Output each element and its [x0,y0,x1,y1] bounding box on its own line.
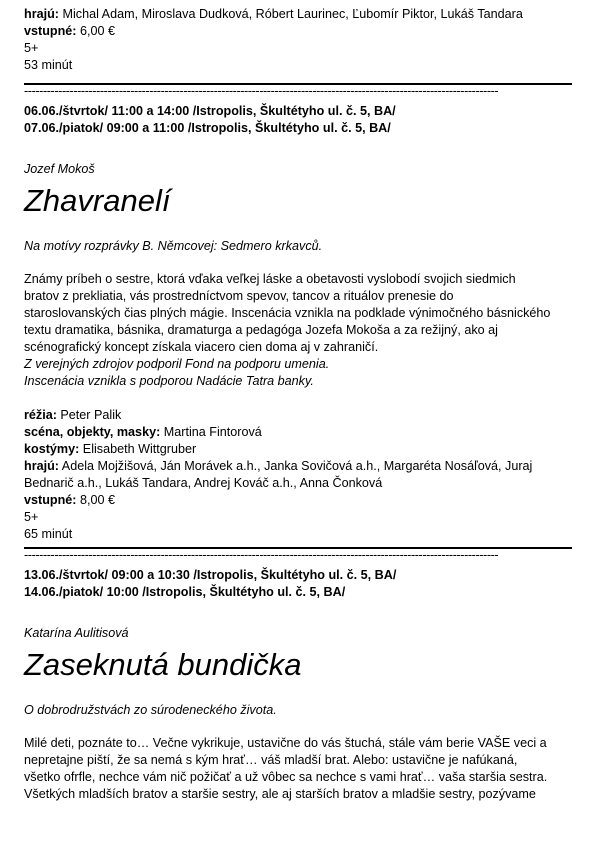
cast-line [24,6,576,23]
age-rating: 5+ [24,510,39,524]
event-date-line: 14.06./piatok/ 10:00 /Istropolis, Škultétyho ul. č. 5, BA/ [24,585,346,599]
play-description [24,735,576,803]
description-line: scénografický koncept získala viacero cien doma aj v zahraničí. [24,340,379,354]
description-line: textu dramatika, básnika, dramaturga a pedagóga Jozefa Mokoša a za režijný, ako aj [24,323,498,337]
cast-value: Michal Adam, Miroslava Dudková, Róbert Laurinec, Ľubomír Piktor, Lukáš Tandara [58,7,523,21]
event-block-zhavraneli [24,103,576,543]
price-label: vstupné: [24,24,77,38]
duration: 53 minút [24,58,73,72]
separator-dashes: ----------------------------------------------------------------------------------------------------------------------------- [24,85,499,97]
price-value: 8,00 € [76,493,115,507]
play-title: Zaseknutá bundička [24,647,302,682]
description-line: všetko ofrfle, nechce vám nič požičať a už vôbec sa nechce s vami hrať… vaša staršia sestra. [24,770,548,784]
director-value: Peter Palik [56,408,122,422]
event-dates [24,567,576,601]
costumes-label: kostýmy: [24,442,80,456]
author-name: Jozef Mokoš [24,162,95,176]
event-date-line: 06.06./štvrtok/ 11:00 a 14:00 /Istropolis, Škultétyho ul. č. 5, BA/ [24,104,396,118]
cast-line-continued: Bednarič a.h., Lukáš Tandara, Andrej Kováč a.h., Anna Čonková [24,476,383,490]
age-rating: 5+ [24,41,39,55]
author-name: Katarína Aulitisová [24,626,129,640]
price-line [24,23,576,40]
price-label: vstupné: [24,493,77,507]
event-date-line: 13.06./štvrtok/ 09:00 a 10:30 /Istropolis, Škultétyho ul. č. 5, BA/ [24,568,397,582]
event-block-zaseknuta-bundicka [24,567,576,803]
description-line: Známy príbeh o sestre, ktorá vďaka veľkej láske a obetavosti vyslobodí svojich siedmich [24,272,516,286]
cast-label: hrajú: [24,7,59,21]
cast-line [24,458,576,475]
event-dates [24,103,576,137]
director-label: réžia: [24,408,57,422]
price-line [24,492,576,509]
separator-dashes: ----------------------------------------------------------------------------------------------------------------------------- [24,549,499,561]
cast-label: hrajú: [24,459,59,473]
event-block-previous [24,6,576,74]
play-description [24,271,576,390]
play-subtitle: O dobrodružstvách zo súrodeneckého života. [24,703,277,717]
description-line: nepretajne piští, že sa nemá s kým hrať… váš mladší brat. Alebo: ustavične je nafúkaná, [24,753,518,767]
description-line: Milé deti, poznáte to… Večne vykrikuje, ustavične do vás štuchá, stále vám berie VAŠE veci a [24,736,547,750]
duration: 65 minút [24,527,73,541]
scene-line [24,424,576,441]
scene-value: Martina Fintorová [160,425,262,439]
costumes-line [24,441,576,458]
play-title: Zhavranelí [24,183,171,218]
price-value: 6,00 € [76,24,115,38]
scene-label: scéna, objekty, masky: [24,425,161,439]
description-line: Všetkých mladších bratov a staršie sestry, ale aj starších bratov a mladšie sestry, pozývame [24,787,536,801]
description-line: bratov z prekliatia, vás prostredníctvom spevov, tancov a rituálov prenesie do [24,289,454,303]
support-note: Z verejných zdrojov podporil Fond na podporu umenia. [24,357,330,371]
support-note: Inscenácia vznikla s podporou Nadácie Tatra banky. [24,374,314,388]
play-subtitle: Na motívy rozprávky B. Němcovej: Sedmero krkavců. [24,239,323,253]
event-date-line: 07.06./piatok/ 09:00 a 11:00 /Istropolis, Škultétyho ul. č. 5, BA/ [24,121,391,135]
director-line [24,407,576,424]
cast-value: Adela Mojžišová, Ján Morávek a.h., Janka Sovičová a.h., Margaréta Nosáľová, Juraj [58,459,533,473]
costumes-value: Elisabeth Wittgruber [79,442,197,456]
description-line: staroslovanských čias plných mágie. Inscenácia vznikla na podklade výnimočného básnického [24,306,551,320]
